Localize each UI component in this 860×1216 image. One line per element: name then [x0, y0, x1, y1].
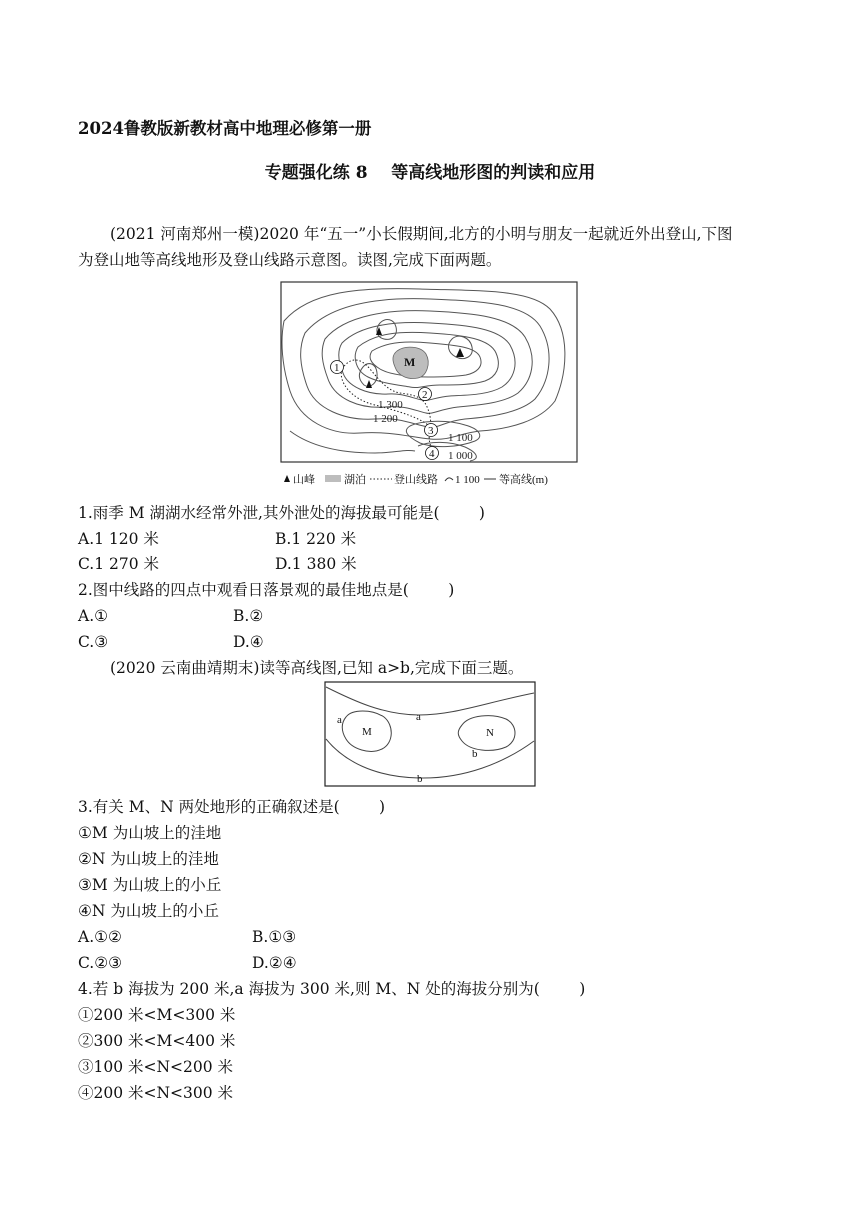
legend-contour: 等高线(m) — [499, 474, 548, 486]
contour-label-1100: 1 100 — [448, 432, 473, 444]
legend-contour-icon — [445, 478, 453, 481]
question-3-statement-3: ③M 为山坡上的小丘 — [78, 876, 222, 894]
question-4-statement-4: ④200 米<N<300 米 — [78, 1084, 234, 1102]
legend-peak: 山峰 — [293, 474, 315, 486]
question-3-option-c[interactable]: C.②③ — [78, 954, 123, 972]
document-title: 2024鲁教版新教材高中地理必修第一册 — [78, 119, 372, 138]
question-1-option-b[interactable]: B.1 220 米 — [275, 530, 357, 548]
contour-map-1 — [280, 281, 578, 491]
contour-map-1-svg — [280, 281, 578, 491]
question-1-stem: 1.雨季 M 湖湖水经常外泄,其外泄处的海拔最可能是( ) — [78, 504, 485, 522]
question-2-option-b[interactable]: B.② — [233, 607, 264, 625]
map2-label-b-right: b — [472, 748, 478, 760]
map2-label-a-top: a — [416, 711, 421, 723]
route-point-1: 1 — [334, 362, 340, 374]
question-2-stem: 2.图中线路的四点中观看日落景观的最佳地点是( ) — [78, 581, 455, 599]
question-1-option-d[interactable]: D.1 380 米 — [275, 555, 357, 573]
route-point-3: 3 — [428, 425, 434, 437]
question-4-stem: 4.若 b 海拔为 200 米,a 海拔为 300 米,则 M、N 处的海拔分别为( ) — [78, 980, 586, 998]
route-point-2: 2 — [422, 389, 428, 401]
legend-lake: 湖泊 — [344, 474, 366, 486]
legend-peak-icon — [284, 475, 290, 482]
intro-paragraph-1-line-1: (2021 河南郑州一模)2020 年“五一”小长假期间,北方的小明与朋友一起就近外出登山,下图 — [110, 225, 733, 243]
map2-frame — [325, 682, 535, 786]
contour-map-2 — [324, 681, 536, 787]
route-point-4: 4 — [429, 448, 435, 460]
lake-m-label: M — [404, 355, 416, 369]
intro-paragraph-1-line-2: 为登山地等高线地形及登山线路示意图。读图,完成下面两题。 — [78, 251, 502, 269]
question-3-option-a[interactable]: A.①② — [78, 928, 122, 946]
question-1-option-a[interactable]: A.1 120 米 — [78, 530, 159, 548]
contour-label-1300: 1 300 — [378, 399, 403, 411]
map2-label-b-bottom: b — [417, 773, 423, 785]
contour-label-1000: 1 000 — [448, 450, 473, 462]
question-3-statement-1: ①M 为山坡上的洼地 — [78, 824, 222, 842]
question-3-option-b[interactable]: B.①③ — [252, 928, 297, 946]
legend-lake-icon — [325, 475, 341, 482]
question-4-statement-1: ①200 米<M<300 米 — [78, 1006, 236, 1024]
question-3-stem: 3.有关 M、N 两处地形的正确叙述是( ) — [78, 798, 386, 816]
question-4-statement-2: ②300 米<M<400 米 — [78, 1032, 236, 1050]
map2-label-m: M — [362, 726, 372, 738]
question-3-statement-2: ②N 为山坡上的洼地 — [78, 850, 219, 868]
section-title: 专题强化练 8 等高线地形图的判读和应用 — [264, 163, 596, 183]
map-legend — [284, 472, 548, 486]
contour-label-1200: 1 200 — [373, 413, 398, 425]
legend-route: 登山线路 — [394, 474, 438, 486]
intro-paragraph-2: (2020 云南曲靖期末)读等高线图,已知 a>b,完成下面三题。 — [110, 659, 524, 677]
contour-map-2-svg — [324, 681, 536, 787]
question-4-statement-3: ③100 米<N<200 米 — [78, 1058, 234, 1076]
map2-label-n: N — [486, 727, 494, 739]
legend-contour-sample: 1 100 — [455, 474, 480, 486]
map2-label-a-left: a — [337, 714, 342, 726]
question-3-option-d[interactable]: D.②④ — [252, 954, 297, 972]
question-2-option-c[interactable]: C.③ — [78, 633, 109, 651]
question-2-option-d[interactable]: D.④ — [233, 633, 264, 651]
question-3-statement-4: ④N 为山坡上的小丘 — [78, 902, 219, 920]
question-2-option-a[interactable]: A.① — [78, 607, 109, 625]
question-1-option-c[interactable]: C.1 270 米 — [78, 555, 160, 573]
